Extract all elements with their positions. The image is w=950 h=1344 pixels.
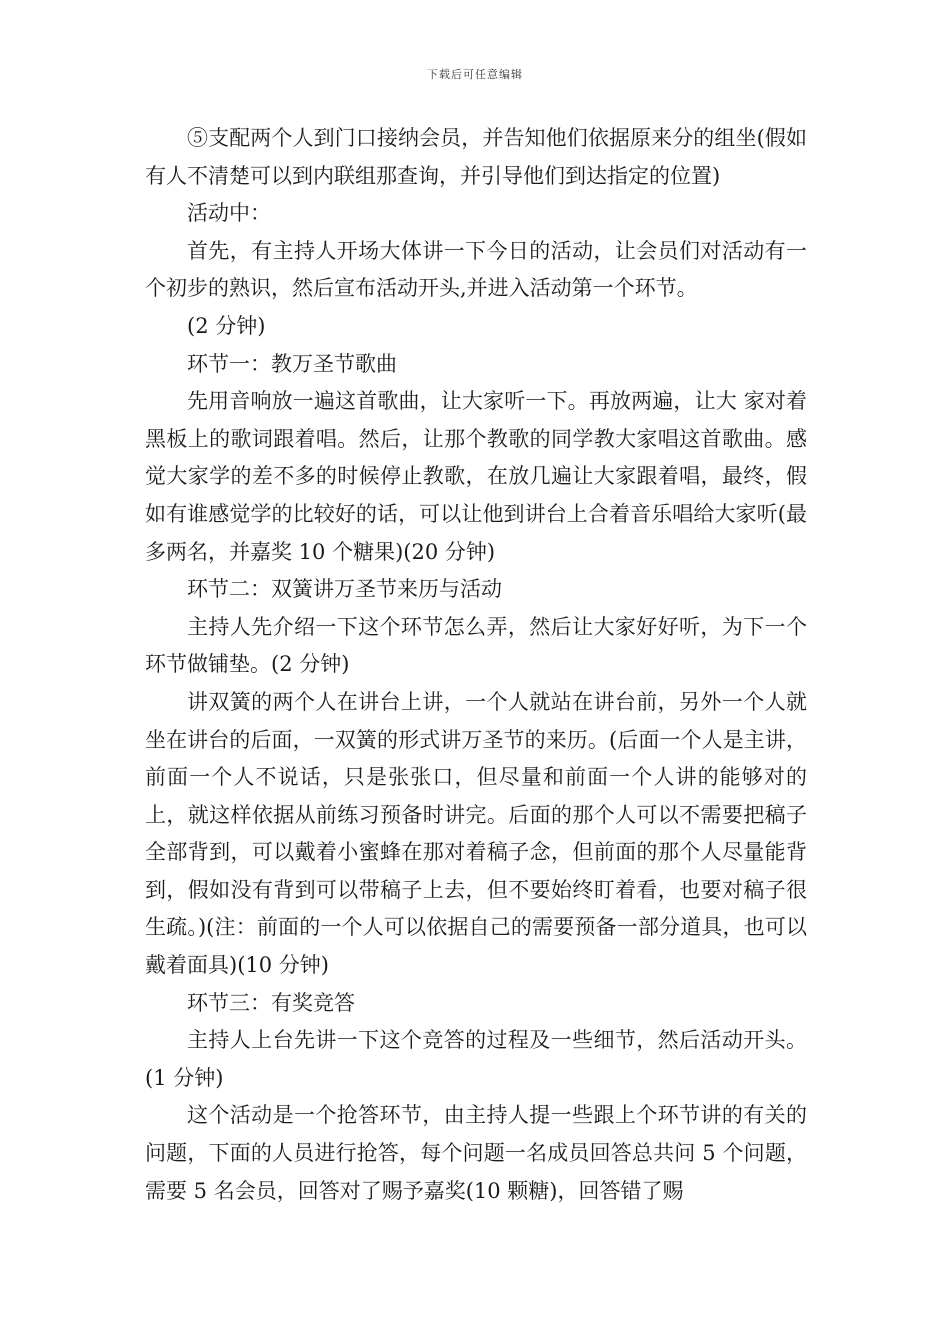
paragraph-duration: (2 分钟) (187, 313, 266, 338)
paragraph-during-activity: 活动中： (187, 201, 271, 226)
paragraph-song-teaching: 先用音响放一遍这首歌曲，让大家听一下。再放两遍，让大 家对着黑板上的歌词跟着唱。然后，让那个教歌的同学教大家唱这首歌曲。感觉大家学的差不多的时候停止教歌，在放几遍让大家跟着唱，最终，假如有谁感觉学的比较好的话，可以让他到讲台上合着音乐唱给大家听(最多两名，并嘉奖 10 个糖果)(20 分钟) (145, 389, 807, 564)
page-header: 下载后可任意编辑 (427, 68, 523, 81)
section-heading-1: 环节一：教万圣节歌曲 (187, 351, 397, 376)
paragraph-host-intro: 主持人先介绍一下这个环节怎么弄，然后让大家好好听，为下一个环节做铺垫。(2 分钟) (145, 614, 807, 677)
section-heading-2: 环节二：双簧讲万圣节来历与活动 (187, 577, 502, 602)
paragraph-quiz-intro: 主持人上台先讲一下这个竞答的过程及一些细节，然后活动开头。(1 分钟) (145, 1028, 807, 1090)
document-body (145, 120, 807, 1210)
paragraph-shuanghuang: 讲双簧的两个人在讲台上讲，一个人就站在讲台前，另外一个人就坐在讲台的后面，一双簧的形式讲万圣节的来历。(后面一个人是主讲，前面一个人不说话，只是张张口，但尽量和前面一个人讲的能够对的上，就这样依据从前练习预备时讲完。后面的那个人可以不需要把稿子全部背到，可以戴着小蜜蜂在那对着稿子念，但前面的那个人尽量能背到，假如没有背到可以带稿子上去，但不要始终盯着看，也要对稿子很生疏。)(注：前面的一个人可以依据自己的需要预备一部分道具，也可以戴着面具)(10 分钟) (145, 689, 807, 978)
paragraph-arrange-greeters: ⑤支配两个人到门口接纳会员，并告知他们依据原来分的组坐(假如有人不清楚可以到内联组那查询，并引导他们到达指定的位置) (145, 126, 807, 188)
section-heading-3: 环节三：有奖竞答 (187, 990, 355, 1015)
paragraph-quiz-rules: 这个活动是一个抢答环节，由主持人提一些跟上个环节讲的有关的问题，下面的人员进行抢答，每个问题一名成员回答总共问 5 个问题，需要 5 名会员，回答对了赐予嘉奖(10 颗糖)，回答错了赐 (145, 1103, 807, 1203)
paragraph-host-opening: 首先，有主持人开场大体讲一下今日的活动，让会员们对活动有一个初步的熟识，然后宣布活动开头,并进入活动第一个环节。 (145, 238, 807, 301)
